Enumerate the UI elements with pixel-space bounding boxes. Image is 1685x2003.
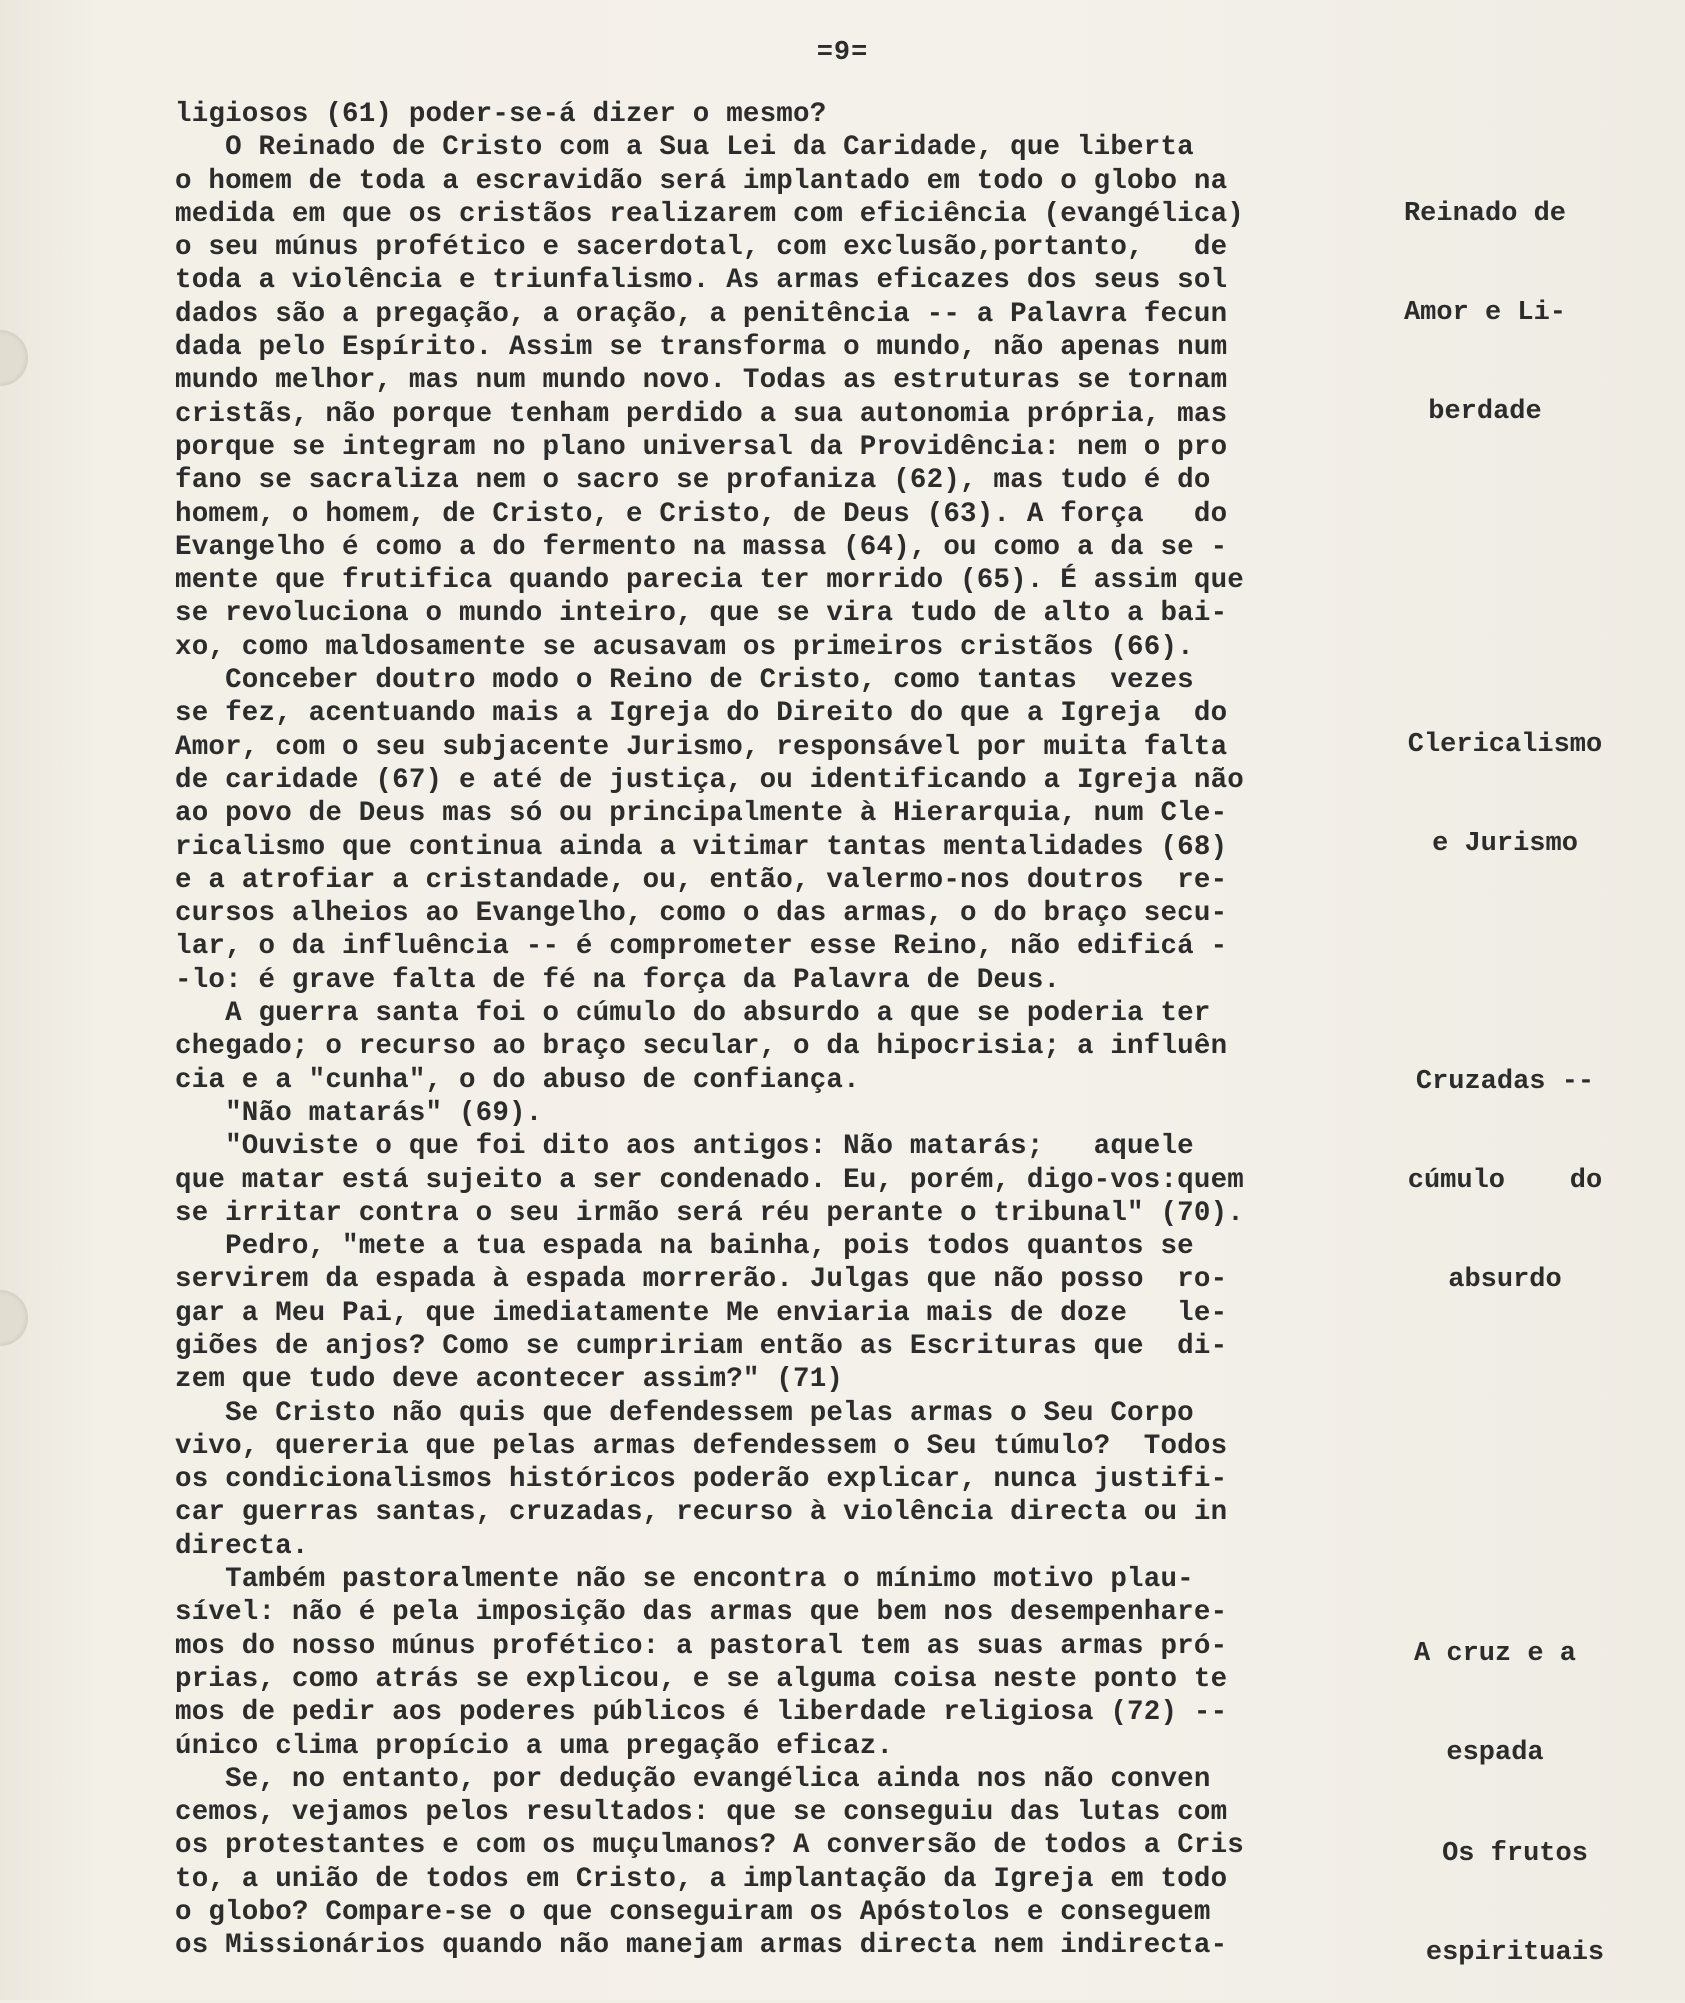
text-line: lar, o da influência -- é comprometer esse Reino, não edificá - (175, 931, 1228, 963)
text-line: ligiosos (61) poder-se-á dizer o mesmo? (175, 99, 827, 130)
text-line: o seu múnus profético e sacerdotal, com exclusão,portanto, de (175, 232, 1228, 264)
text-line: porque se integram no plano universal da Providência: nem o pro (175, 431, 1228, 463)
text-line: mente que frutifica quando parecia ter morrido (65). É assim que (175, 565, 1244, 597)
margin-note-line: e Jurismo (1432, 829, 1578, 859)
margin-note-line: espada (1446, 1738, 1544, 1768)
text-line: cemos, vejamos pelos resultados: que se conseguiu das lutas com (175, 1797, 1228, 1829)
text-line: gar a Meu Pai, que imediatamente Me enviaria mais de doze le- (175, 1297, 1228, 1329)
text-line: to, a união de todos em Cristo, a implantação da Igreja em todo (175, 1863, 1228, 1895)
text-line: "Ouviste o que foi dito aos antigos: Não matarás; aquele (175, 1131, 1194, 1163)
text-line: único clima propício a uma pregação eficaz. (175, 1730, 894, 1762)
text-line: -lo: é grave falta de fé na força da Palavra de Deus. (175, 964, 1061, 996)
text-line: prias, como atrás se explicou, e se alguma coisa neste ponto te (175, 1663, 1228, 1695)
text-line: Se, no entanto, por dedução evangélica ainda nos não conven (175, 1763, 1211, 1795)
text-line: Evangelho é como a do fermento na massa (64), ou como a da se - (175, 531, 1228, 563)
text-line: vivo, quereria que pelas armas defendessem o Seu túmulo? Todos (175, 1430, 1228, 1462)
text-line: medida em que os cristãos realizarem com eficiência (evangélica) (175, 198, 1244, 230)
text-line: Conceber doutro modo o Reino de Cristo, como tantas vezes (175, 665, 1194, 697)
margin-note-line: Os frutos (1442, 1839, 1588, 1869)
text-line: mundo melhor, mas num mundo novo. Todas as estruturas se tornam (175, 365, 1228, 397)
margin-note-line: absurdo (1448, 1265, 1562, 1295)
text-line: homem, o homem, de Cristo, e Cristo, de Deus (63). A força do (175, 498, 1228, 530)
margin-note-line: espirituais (1425, 1938, 1605, 1968)
margin-note-frutos (1385, 1772, 1645, 2003)
page-number: =9= (816, 38, 869, 68)
margin-note-line: Amor e Li- (1403, 298, 1567, 328)
margin-note-line: cúmulo do (1407, 1166, 1603, 1196)
body-text (175, 98, 1335, 1963)
margin-note-line: Reinado de (1403, 199, 1567, 229)
margin-note-clericalismo (1385, 663, 1625, 894)
margin-note-cruz-espada (1385, 1572, 1605, 1803)
text-line: fano se sacraliza nem o sacro se profaniza (62), mas tudo é do (175, 465, 1211, 497)
text-line: A guerra santa foi o cúmulo do absurdo a que se poderia ter (175, 998, 1211, 1030)
text-line: ao povo de Deus mas só ou principalmente à Hierarquia, num Cle- (175, 798, 1228, 830)
text-line: zem que tudo deve acontecer assim?" (71) (175, 1364, 844, 1396)
punch-hole (0, 1290, 28, 1346)
text-line: chegado; o recurso ao braço secular, o da hipocrisia; a influên (175, 1031, 1228, 1063)
text-line: os condicionalismos históricos poderão explicar, nunca justifi- (175, 1464, 1228, 1496)
text-line: "Não matarás" (69). (175, 1097, 543, 1129)
text-line: cia e a "cunha", o do abuso de confiança. (175, 1064, 860, 1096)
text-line: Se Cristo não quis que defendessem pelas armas o Seu Corpo (175, 1397, 1194, 1429)
text-line: e a atrofiar a cristandade, ou, então, valermo-nos doutros re- (175, 864, 1228, 896)
text-line: de caridade (67) e até de justiça, ou identificando a Igreja não (175, 764, 1244, 796)
text-line: mos do nosso múnus profético: a pastoral tem as suas armas pró- (175, 1630, 1228, 1662)
text-line: dada pelo Espírito. Assim se transforma o mundo, não apenas num (175, 332, 1228, 364)
text-line: ricalismo que continua ainda a vitimar tantas mentalidades (68) (175, 831, 1228, 863)
text-line: mos de pedir aos poderes públicos é liberdade religiosa (72) -- (175, 1697, 1228, 1729)
text-line: directa. (175, 1530, 309, 1562)
text-line: que matar está sujeito a ser condenado. Eu, porém, digo-vos:quem (175, 1164, 1244, 1196)
margin-note-line: A cruz e a (1413, 1639, 1577, 1669)
text-line: servirem da espada à espada morrerão. Julgas que não posso ro- (175, 1264, 1228, 1296)
margin-note-line: berdade (1428, 397, 1542, 427)
punch-hole (0, 330, 28, 386)
text-line: os protestantes e com os muçulmanos? A conversão de todos a Cris (175, 1830, 1244, 1862)
text-line: Também pastoralmente não se encontra o mínimo motivo plau- (175, 1564, 1194, 1596)
margin-note-cruzadas (1385, 1000, 1625, 1330)
text-line: xo, como maldosamente se acusavam os primeiros cristãos (66). (175, 631, 1194, 663)
text-line: Pedro, "mete a tua espada na bainha, pois todos quantos se (175, 1231, 1194, 1263)
text-line: se irritar contra o seu irmão será réu perante o tribunal" (70). (175, 1197, 1244, 1229)
text-line: O Reinado de Cristo com a Sua Lei da Caridade, que liberta (175, 132, 1194, 164)
text-line: toda a violência e triunfalismo. As armas eficazes dos seus sol (175, 265, 1228, 297)
text-line: os Missionários quando não manejam armas directa nem indirecta- (175, 1930, 1228, 1962)
text-line: car guerras santas, cruzadas, recurso à violência directa ou in (175, 1497, 1228, 1529)
text-line: sível: não é pela imposição das armas que bem nos desempenhare- (175, 1597, 1228, 1629)
text-line: o homem de toda a escravidão será implantado em todo o globo na (175, 165, 1228, 197)
text-line: se revoluciona o mundo inteiro, que se vira tudo de alto a bai- (175, 598, 1228, 630)
text-line: o globo? Compare-se o que conseguiram os Apóstolos e conseguem (175, 1897, 1211, 1929)
text-line: dados são a pregação, a oração, a penitência -- a Palavra fecun (175, 298, 1228, 330)
margin-note-line: Cruzadas -- (1415, 1067, 1595, 1097)
margin-note-reinado (1385, 132, 1585, 462)
text-line: cristãs, não porque tenham perdido a sua autonomia própria, mas (175, 398, 1228, 430)
text-line: se fez, acentuando mais a Igreja do Direito do que a Igreja do (175, 698, 1228, 730)
text-line: giões de anjos? Como se cumpririam então as Escrituras que di- (175, 1330, 1228, 1362)
text-line: cursos alheios ao Evangelho, como o das armas, o do braço secu- (175, 898, 1228, 930)
text-line: Amor, com o seu subjacente Jurismo, responsável por muita falta (175, 731, 1228, 763)
margin-note-line: Clericalismo (1407, 730, 1603, 760)
